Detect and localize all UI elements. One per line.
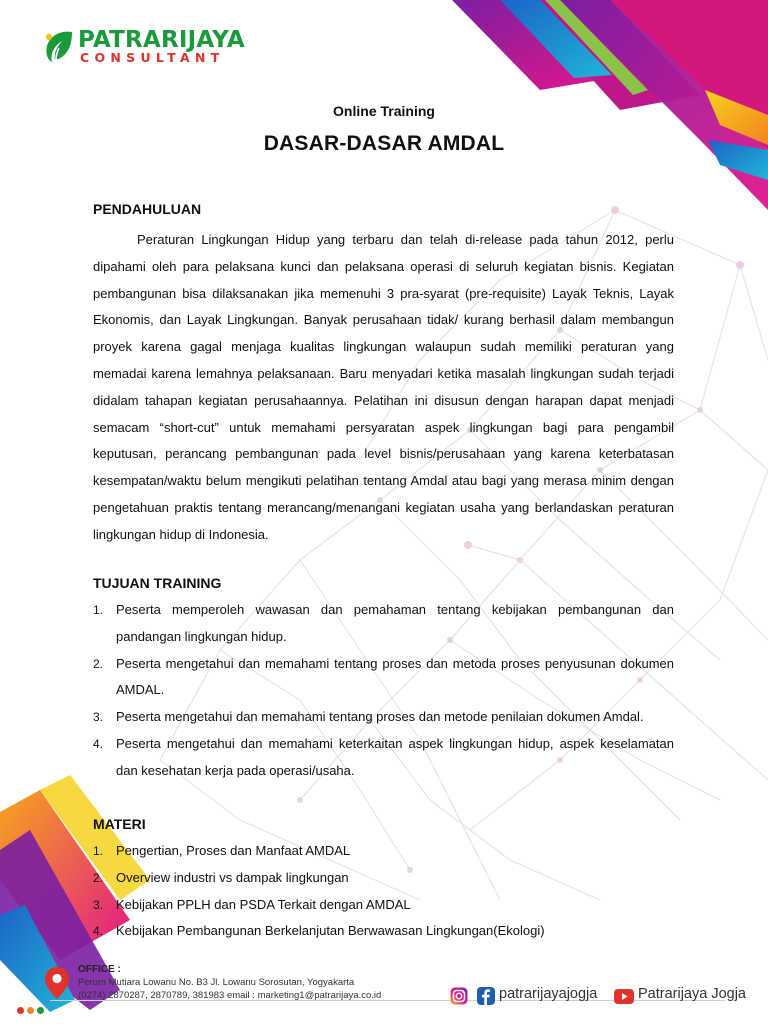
section-heading-objectives: TUJUAN TRAINING (93, 575, 222, 591)
intro-paragraph (93, 227, 674, 549)
instagram-icon[interactable] (450, 987, 468, 1005)
office-address: Perum Mutiara Lowanu No. B3 Jl. Lowanu Sorosutan, Yogyakarta (78, 977, 355, 988)
list-item: 1. Peserta memperoleh wawasan dan pemahaman tentang kebijakan pembangunan dan pandangan lingkungan hidup. (93, 602, 674, 644)
materials-list (93, 838, 674, 945)
logo-subtitle: CONSULTANT (80, 50, 225, 65)
logo-name: PATRARIJAYA (78, 27, 245, 53)
list-item: 3. Kebijakan PPLH dan PSDA Terkait dengan AMDAL (93, 896, 411, 912)
youtube-channel[interactable]: Patrarijaya Jogja (638, 986, 746, 1002)
decorative-dots (17, 1001, 47, 1019)
list-item: 1. Pengertian, Proses dan Manfaat AMDAL (93, 843, 351, 858)
dot (37, 1007, 44, 1014)
company-logo (42, 26, 252, 70)
facebook-icon[interactable] (477, 987, 495, 1005)
office-label: OFFICE : (78, 964, 121, 975)
dot (27, 1007, 34, 1014)
office-contact: (0274) 2870287, 2870789, 381983 email : marketing1@patrarijaya.co.id (78, 990, 382, 1001)
logo-leaf-icon (42, 28, 76, 64)
social-handle[interactable]: patrarijayajogja (499, 986, 598, 1002)
objectives-list (93, 597, 674, 785)
section-heading-materials: MATERI (93, 816, 146, 832)
document-kicker: Online Training (333, 103, 435, 119)
document-title: DASAR-DASAR AMDAL (263, 132, 505, 155)
section-heading-intro: PENDAHULUAN (93, 201, 202, 217)
list-item: 2. Overview industri vs dampak lingkungan (93, 869, 349, 885)
list-item: 4. Kebijakan Pembangunan Berkelanjutan Berwawasan Lingkungan(Ekologi) (93, 923, 545, 939)
intro-text: Peraturan Lingkungan Hidup yang terbaru dan telah di-release pada tahun 2012, perlu dipahami oleh para pelaksana kunci dan pelaksana operasi di seluruh kegiatan bisnis. Kegiatan pembangunan bisa dilaksanakan jika memenuhi 3 pra-syarat (pre-requisite) Layak Teknis, Layak Ekonomis, dan Layak Lingkungan. Banyak perusahaan tidak/ kurang berhasil dalam membangun proyek karena gagal menjaga kualitas lingkungan walaupun sudah memiliki peraturan yang memadai karena lemahnya pelaksanaan. Baru menyadari ketika masalah lingkungan sudah terjadi didalam tahapan kegiatan perusahaannya. Pelatihan ini disusun dengan harapan dapat menjadi semacam “short-cut” untuk memahami persyaratan aspek lingkungan bagi para pengambil keputusan, perancang pembangunan pada level bisnis/perusahaan yang karena keterbatasan kesempatan/waktu belum mengikuti pelatihan tentang Amdal atau bagi yang merasa minim dengan pengetahuan praktis tentang merancang/menangani kegiatan usaha yang berlandaskan peraturan lingkungan hidup di Indonesia. (93, 232, 674, 542)
location-pin-icon (44, 966, 70, 1000)
dot (17, 1007, 24, 1014)
youtube-icon[interactable] (614, 989, 634, 1004)
list-item: 2. Peserta mengetahui dan memahami tentang proses dan metoda proses penyusunan dokumen AMDAL. (93, 655, 674, 698)
list-item: 3. Peserta mengetahui dan memahami tentang proses dan metode penilaian dokumen Amdal. (93, 709, 644, 725)
list-item: 4. Peserta mengetahui dan memahami keterkaitan aspek lingkungan hidup, aspek keselamatan dan kesehatan kerja pada operasi/usaha. (93, 735, 674, 778)
